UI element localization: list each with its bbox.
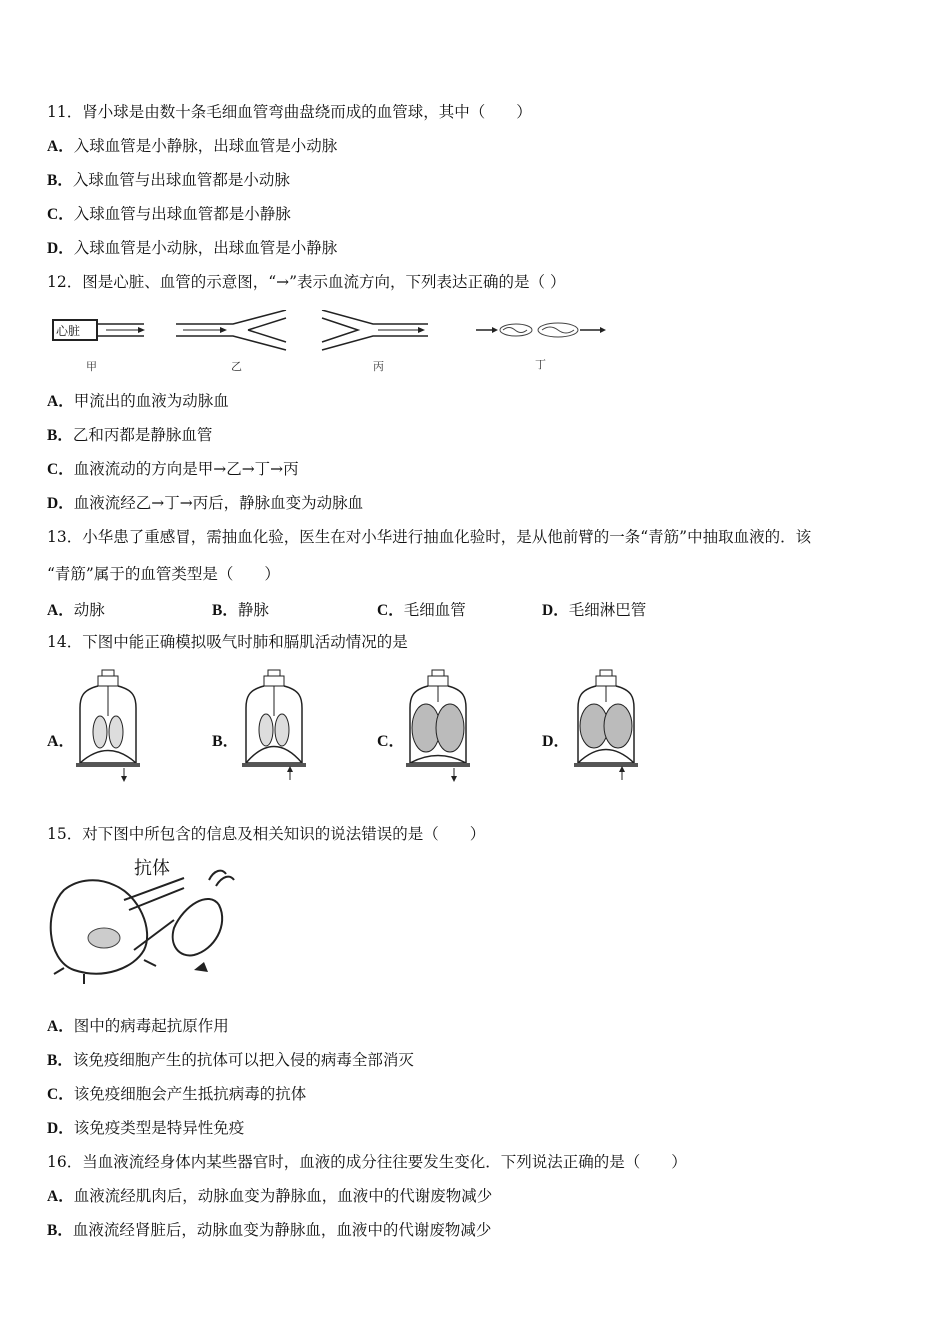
q15-option-c: C．该免疫细胞会产生抵抗病毒的抗体 xyxy=(47,1085,307,1103)
q11-option-c: C．入球血管与出球血管都是小静脉 xyxy=(47,205,291,223)
q11-option-d: D．入球血管是小动脉，出球血管是小静脉 xyxy=(47,239,338,257)
q12-option-c: C．血液流动的方向是甲→乙→丁→丙 xyxy=(47,460,299,478)
q12-option-b: B．乙和丙都是静脉血管 xyxy=(47,426,213,444)
q12-option-d: D．血液流经乙→丁→丙后，静脉血变为动脉血 xyxy=(47,494,364,512)
q13-option-a: A．动脉 xyxy=(47,601,105,619)
bell-jar-figure-c xyxy=(402,668,474,784)
label-bing: 丙 xyxy=(373,360,384,373)
q16-stem: 16．当血液流经身体内某些器官时，血液的成分往往要发生变化．下列说法正确的是（ ） xyxy=(47,1153,687,1171)
heart-label: 心脏 xyxy=(56,324,81,338)
label-yi: 乙 xyxy=(231,360,242,373)
q13-option-c: C．毛细血管 xyxy=(377,601,466,619)
label-jia: 甲 xyxy=(86,360,97,373)
q14-option-c: C． xyxy=(377,733,405,750)
q15-option-b: B．该免疫细胞产生的抗体可以把入侵的病毒全部消灭 xyxy=(47,1051,414,1069)
bell-jar-figure-a xyxy=(72,668,144,784)
q13-option-d: D．毛细淋巴管 xyxy=(542,601,647,619)
q11-stem: 11．肾小球是由数十条毛细血管弯曲盘绕而成的血管球，其中（ ） xyxy=(47,103,532,121)
q12-stem: 12．图是心脏、血管的示意图，“→”表示血流方向，下列表达正确的是（ ） xyxy=(47,273,566,291)
q14-stem: 14．下图中能正确模拟吸气时肺和膈肌活动情况的是 xyxy=(47,633,408,651)
q14-option-b: B． xyxy=(212,733,239,750)
q14-option-d: D． xyxy=(542,733,570,750)
bell-jar-figure-b xyxy=(238,668,310,784)
q11-option-b: B．入球血管与出球血管都是小动脉 xyxy=(47,171,290,189)
q16-option-b: B．血液流经肾脏后，动脉血变为静脉血，血液中的代谢废物减少 xyxy=(47,1221,492,1239)
q11-option-a: A．入球血管是小静脉，出球血管是小动脉 xyxy=(47,137,338,155)
q13-option-b: B．静脉 xyxy=(212,601,269,619)
q14-option-a: A． xyxy=(47,733,75,750)
bell-jar-figure-d xyxy=(570,668,642,784)
q15-stem: 15．对下图中所包含的信息及相关知识的说法错误的是（ ） xyxy=(47,825,486,843)
label-ding: 丁 xyxy=(535,358,546,371)
q15-option-a: A．图中的病毒起抗原作用 xyxy=(47,1017,229,1035)
antibody-label: 抗体 xyxy=(134,858,170,879)
q13-stem-line2: “青筋”属于的血管类型是（ ） xyxy=(47,565,280,583)
q16-option-a: A．血液流经肌肉后，动脉血变为静脉血，血液中的代谢废物减少 xyxy=(47,1187,493,1205)
q15-option-d: D．该免疫类型是特异性免疫 xyxy=(47,1119,245,1137)
q13-stem-line1: 13．小华患了重感冒，需抽血化验，医生在对小华进行抽血化验时，是从他前臂的一条“青筋”中抽取血液的．该 xyxy=(47,528,812,546)
q12-option-a: A．甲流出的血液为动脉血 xyxy=(47,392,229,410)
